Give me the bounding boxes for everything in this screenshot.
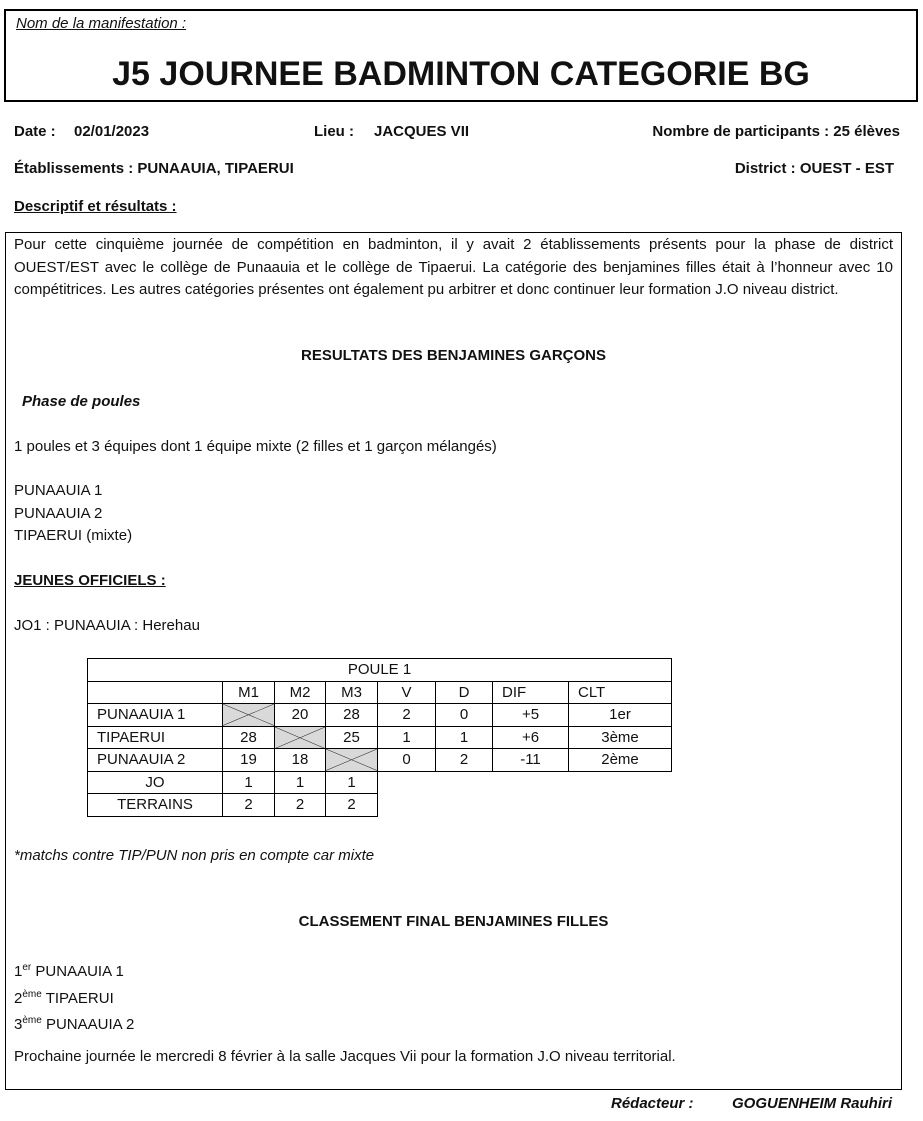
title-box — [4, 9, 918, 102]
crossed-cell — [223, 704, 275, 727]
terrain-cell: 2 — [223, 794, 275, 817]
team-item: PUNAAUIA 1 — [14, 482, 103, 499]
jo-row — [88, 771, 672, 794]
intro-paragraph: Pour cette cinquième journée de compétition en badminton, il y avait 2 établissements présents pour la phase de district OUEST/EST avec le collège de Punaauia et le collège de Tipaerui. La catégorie des benjamines filles était à l’honneur avec 10 compétitrices. Les autres catégories présentes ont également pu arbitrer et donc continuer leur formation J.O niveau district. — [14, 236, 893, 298]
score-cell: 25 — [326, 726, 378, 749]
lieu-label: Lieu : — [314, 123, 354, 140]
final-ranking — [14, 957, 134, 1037]
footer-name: GOGUENHEIM Rauhiri — [732, 1095, 893, 1112]
poule-title: POULE 1 — [88, 659, 672, 682]
participants-label: Nombre de participants : — [652, 123, 830, 140]
header-empty — [88, 681, 223, 704]
terrains-row — [88, 794, 672, 817]
terrain-cell: 2 — [326, 794, 378, 817]
score-cell: 28 — [223, 726, 275, 749]
terrains-label: TERRAINS — [88, 794, 223, 817]
team-cell: PUNAAUIA 2 — [88, 749, 223, 772]
participants-value: 25 élèves — [833, 123, 900, 140]
footer-label: Rédacteur : — [611, 1095, 694, 1112]
next-day: Prochaine journée le mercredi 8 février à la salle Jacques Vii pour la formation J.O niveau territorial. — [14, 1048, 676, 1065]
losses-cell: 0 — [436, 704, 493, 727]
header-clt: CLT — [569, 681, 672, 704]
participants — [652, 123, 900, 140]
team-cell: PUNAAUIA 1 — [88, 704, 223, 727]
table-row — [88, 726, 672, 749]
team-cell: TIPAERUI — [88, 726, 223, 749]
wins-cell: 2 — [378, 704, 436, 727]
rank-cell: 1er — [569, 704, 672, 727]
date-label: Date : — [14, 123, 56, 140]
table-header-row — [88, 681, 672, 704]
note: *matchs contre TIP/PUN non pris en compte car mixte — [14, 847, 375, 864]
wins-cell: 0 — [378, 749, 436, 772]
rank-cell: 2ème — [569, 749, 672, 772]
jo-cell: 1 — [326, 771, 378, 794]
wins-cell: 1 — [378, 726, 436, 749]
crossed-cell — [275, 726, 326, 749]
header-d: D — [436, 681, 493, 704]
etablissements: Établissements : PUNAAUIA, TIPAERUI — [14, 160, 294, 177]
score-cell: 20 — [275, 704, 326, 727]
crossed-cell — [326, 749, 378, 772]
team-list — [14, 480, 132, 548]
date-value: 02/01/2023 — [74, 123, 150, 140]
header-m1: M1 — [223, 681, 275, 704]
table-row — [88, 749, 672, 772]
table-title-row — [88, 659, 672, 682]
team-item: PUNAAUIA 2 — [14, 504, 103, 522]
final-heading: CLASSEMENT FINAL BENJAMINES FILLES — [298, 913, 609, 930]
header-dif: DIF — [493, 681, 569, 704]
score-cell: 28 — [326, 704, 378, 727]
jo-cell: 1 — [275, 771, 326, 794]
header-v: V — [378, 681, 436, 704]
dif-cell: +6 — [493, 726, 569, 749]
dif-cell: -11 — [493, 749, 569, 772]
team-item: TIPAERUI (mixte) — [14, 527, 133, 544]
district: District : OUEST - EST — [734, 160, 894, 177]
jo-cell: 1 — [223, 771, 275, 794]
ranking-item: 3ème PUNAAUIA 2 — [14, 1015, 135, 1033]
results-heading: RESULTATS DES BENJAMINES GARÇONS — [300, 347, 607, 364]
score-cell: 19 — [223, 749, 275, 772]
header-m3: M3 — [326, 681, 378, 704]
terrain-cell: 2 — [275, 794, 326, 817]
poules-description: 1 poules et 3 équipes dont 1 équipe mixte (2 filles et 1 garçon mélangés) — [14, 438, 497, 455]
section-label: Descriptif et résultats : — [14, 198, 177, 215]
losses-cell: 1 — [436, 726, 493, 749]
table-row — [88, 704, 672, 727]
event-title: J5 JOURNEE BADMINTON CATEGORIE BG — [112, 55, 810, 93]
rank-cell: 3ème — [569, 726, 672, 749]
jo-heading: JEUNES OFFICIELS : — [14, 572, 166, 589]
poule-table — [87, 658, 672, 817]
event-name-label: Nom de la manifestation : — [16, 15, 187, 32]
jo-line: JO1 : PUNAAUIA : Herehau — [14, 617, 200, 634]
empty-cell — [378, 794, 672, 817]
empty-cell — [378, 771, 672, 794]
score-cell: 18 — [275, 749, 326, 772]
losses-cell: 2 — [436, 749, 493, 772]
ranking-item: 1er PUNAAUIA 1 — [14, 962, 124, 980]
phase-heading: Phase de poules — [22, 393, 141, 410]
dif-cell: +5 — [493, 704, 569, 727]
ranking-item: 2ème TIPAERUI — [14, 988, 114, 1007]
lieu-value: JACQUES VII — [374, 123, 470, 140]
jo-label: JO — [88, 771, 223, 794]
header-m2: M2 — [275, 681, 326, 704]
